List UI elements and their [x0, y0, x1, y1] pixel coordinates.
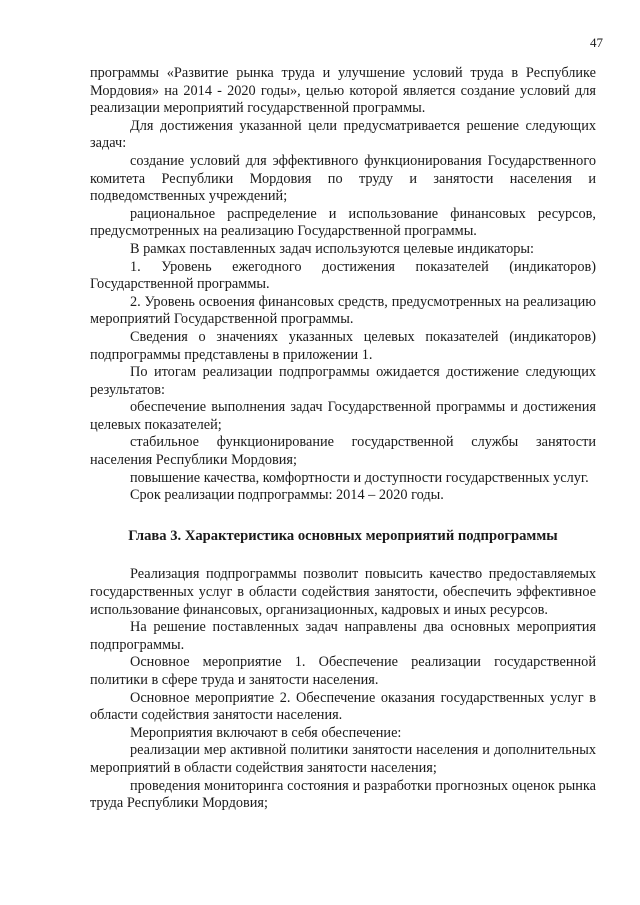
paragraph: Для достижения указанной цели предусматривается решение следующих задач:: [90, 117, 596, 152]
paragraph: По итогам реализации подпрограммы ожидается достижение следующих результатов:: [90, 364, 596, 398]
paragraph: Мероприятия включают в себя обеспечение:: [130, 724, 402, 741]
paragraph: Сведения о значениях указанных целевых показателей (индикаторов) подпрограммы представлены в приложении 1.: [90, 328, 596, 363]
paragraph: создание условий для эффективного функционирования Государственного комитета Республики Мордовия по труду и занятости населения и подведомственных учреждений;: [90, 152, 596, 205]
paragraphs-after: [90, 566, 596, 812]
paragraph: Основное мероприятие 1. Обеспечение реализации государственной политики в сфере труда и занятости населения.: [90, 654, 596, 688]
paragraph: рациональное распределение и использование финансовых ресурсов, предусмотренных на реализацию Государственной программы.: [90, 205, 596, 240]
paragraph: Реализация подпрограммы позволит повысить качество предоставляемых государственных услуг в области содействия занятости, обеспечить эффективное использование финансовых, организационных, кадровых и иных ресурсов.: [90, 566, 596, 618]
paragraph: проведения мониторинга состояния и разработки прогнозных оценок рынка труда Республики Мордовия;: [90, 777, 596, 812]
page-number: 47: [590, 35, 603, 50]
paragraph: Основное мероприятие 2. Обеспечение оказания государственных услуг в области содействия занятости населения.: [90, 689, 596, 724]
paragraph: 2. Уровень освоения финансовых средств, предусмотренных на реализацию мероприятий Государственной программы.: [90, 293, 596, 328]
paragraph: Срок реализации подпрограммы: 2014 – 2020 годы.: [130, 487, 444, 504]
chapter-heading: Глава 3. Характеристика основных мероприятий подпрограммы: [128, 527, 558, 544]
paragraph: стабильное функционирование государственной службы занятости населения Республики Мордовия;: [90, 434, 596, 469]
paragraph: реализации мер активной политики занятости населения и дополнительных мероприятий в области содействия занятости населения;: [90, 742, 596, 776]
paragraphs-before: [90, 65, 596, 505]
document-body: [90, 65, 596, 813]
paragraph: обеспечение выполнения задач Государственной программы и достижения целевых показателей;: [90, 399, 596, 433]
paragraph: программы «Развитие рынка труда и улучшение условий труда в Республике Мордовия» на 2014 - 2020 годы», целью которой является создание условий для реализации мероприятий государственной программы.: [90, 65, 596, 117]
paragraph: На решение поставленных задач направлены два основных мероприятия подпрограммы.: [90, 619, 596, 653]
paragraph: 1. Уровень ежегодного достижения показателей (индикаторов) Государственной программы.: [90, 258, 596, 293]
paragraph: повышение качества, комфортности и доступности государственных услуг.: [130, 469, 589, 486]
paragraph: В рамках поставленных задач используются целевые индикаторы:: [130, 240, 534, 257]
